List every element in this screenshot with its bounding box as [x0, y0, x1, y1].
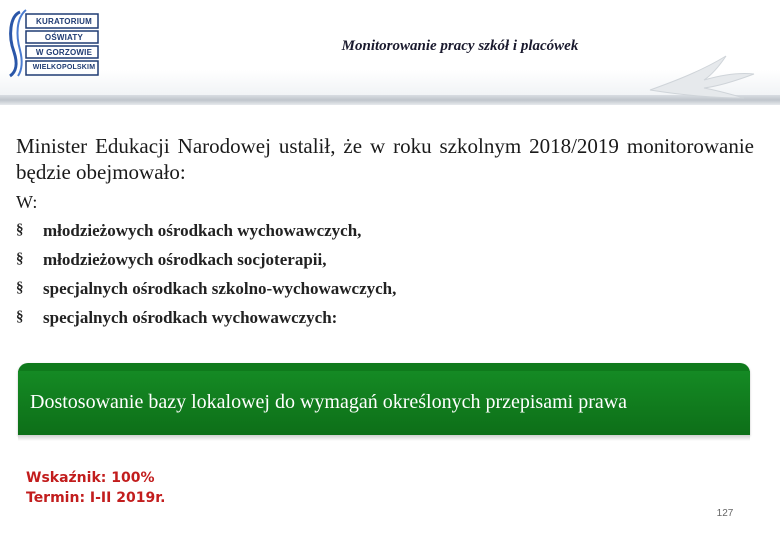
bird-watermark: [648, 50, 758, 100]
page-title: Monitorowanie pracy szkół i placówek: [341, 38, 579, 54]
logo-line-4: WIELKOPOLSKIM: [32, 64, 96, 71]
deadline-value: Termin: I-II 2019r.: [26, 490, 166, 506]
list-item: [16, 279, 736, 308]
requirement-banner: [18, 363, 750, 435]
bird-icon: [648, 50, 758, 100]
list-item: [16, 308, 736, 337]
section-bullet-icon: §: [16, 222, 24, 238]
banner-shadow: [18, 435, 750, 441]
list-item-text: specjalnych ośrodkach wychowawczych:: [43, 308, 338, 327]
indicator-block: [26, 468, 165, 508]
list-item-text: specjalnych ośrodkach szkolno-wychowawczych,: [43, 279, 397, 298]
logo-line-2: OŚWIATY: [44, 33, 84, 42]
list-item: [16, 221, 736, 250]
facility-list: [16, 221, 736, 337]
kuratorium-logo: [6, 6, 100, 80]
page-number: 127: [716, 508, 734, 519]
banner-text: Dostosowanie bazy lokalowej do wymagań określonych przepisami prawa: [30, 391, 628, 413]
list-item: [16, 250, 736, 279]
indicator-value: Wskaźnik: 100%: [26, 470, 155, 486]
intro-paragraph: Minister Edukacji Narodowej ustalił, że w roku szkolnym 2018/2019 monitorowanie będzie obejmowało:: [16, 134, 754, 184]
list-item-text: młodzieżowych ośrodkach wychowawczych,: [43, 221, 362, 240]
logo-line-3: W GORZOWIE: [35, 48, 93, 57]
section-bullet-icon: §: [16, 251, 24, 267]
w-label: W:: [16, 192, 38, 212]
list-item-text: młodzieżowych ośrodkach socjoterapii,: [43, 250, 327, 269]
logo-line-1: KURATORIUM: [36, 17, 92, 26]
section-bullet-icon: §: [16, 280, 24, 296]
section-bullet-icon: §: [16, 309, 24, 325]
